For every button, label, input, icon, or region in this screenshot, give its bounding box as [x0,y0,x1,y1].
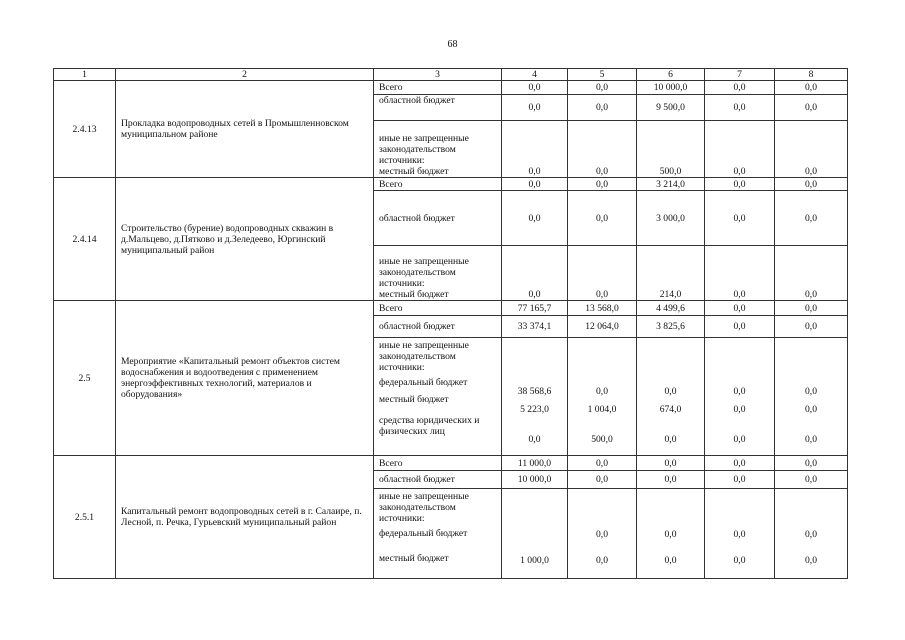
row-title: Прокладка водопроводных сетей в Промышленновском муниципальном районе [116,81,374,178]
value-local: 0,0 [664,554,677,566]
column-header: 4 [502,69,568,81]
value-local: 0,0 [805,554,817,566]
source-other: иные не запрещенные законодательством источники: [379,340,469,373]
value-cell: 0,0 [637,456,705,471]
value-federal [505,527,564,541]
row-title: Капитальный ремонт водопроводных сетей в г. Салаире, п. Лесной, п. Речка, Гурьевский муниципальный район [116,456,374,579]
source-label [374,338,502,456]
source-label: Всего [374,81,502,95]
source-other: иные не запрещенные законодательством источники: [379,256,469,289]
value-federal: 0,0 [664,385,677,397]
value-legal: 0,0 [528,433,541,445]
value-local: 0,0 [733,554,746,566]
value-cell: 0,0 [568,81,637,95]
value-cell: 3 000,0 [637,191,705,246]
header-row [54,69,848,81]
value-cell: 0,0 [705,316,775,338]
value-cell: 0,0 [705,191,775,246]
row-code: 2.5.1 [54,456,116,579]
value-cell: 0,0 [775,95,848,121]
value-cell [502,338,568,456]
source-label: областной бюджет [374,191,502,246]
table-row [54,81,848,95]
row-title: Строительство (бурение) водопроводных скважин в д.Мальцево, д.Пятково и д.Зеледеево, Юргинский муниципальный район [116,178,374,301]
source-other: иные не запрещенные законодательством источники: [379,133,469,166]
value-cell: 0,0 [775,316,848,338]
value-legal: 500,0 [591,433,613,445]
value-cell: 0,0 [568,456,637,471]
source-local: местный бюджет [379,553,449,564]
value-cell: 0,0 [568,178,637,191]
value-cell: 0,0 [568,191,637,246]
value-cell: 0,0 [568,471,637,489]
column-header: 6 [637,69,705,81]
value-cell: 0,0 [502,178,568,191]
value-local: 0,0 [805,403,817,415]
value-cell: 0,0 [775,191,848,246]
row-code: 2.5 [54,301,116,456]
value-local: 1 000,0 [520,554,549,566]
value-legal: 0,0 [664,433,677,445]
row-code: 2.4.13 [54,81,116,178]
value-cell: 0,0 [775,81,848,95]
value-cell: 0,0 [568,121,637,178]
value-cell: 0,0 [705,456,775,471]
value-cell: 0,0 [568,95,637,121]
page-number: 68 [447,39,458,50]
value-cell: 0,0 [775,456,848,471]
value-local: 5 223,0 [520,403,549,415]
value-cell: 77 165,7 [502,301,568,316]
column-header: 1 [54,69,116,81]
value-cell: 0,0 [502,121,568,178]
source-local: местный бюджет [379,289,449,300]
source-label: Всего [374,301,502,316]
value-cell [637,489,705,579]
value-cell: 0,0 [502,81,568,95]
value-legal: 0,0 [805,433,817,445]
value-local: 1 004,0 [587,403,617,415]
value-cell: 4 499,6 [637,301,705,316]
value-local: 0,0 [733,403,746,415]
table-row [54,301,848,316]
value-federal: 38 568,6 [517,385,552,397]
value-cell: 0,0 [705,81,775,95]
value-cell [637,338,705,456]
value-cell: 214,0 [637,246,705,301]
source-label [374,489,502,579]
value-cell [705,338,775,456]
value-cell: 0,0 [705,246,775,301]
value-cell [568,338,637,456]
value-local: 674,0 [659,403,682,415]
source-label [374,246,502,301]
value-federal: 0,0 [733,528,746,540]
value-cell: 10 000,0 [637,81,705,95]
source-local: местный бюджет [379,166,449,177]
source-label: Всего [374,456,502,471]
value-cell: 0,0 [775,246,848,301]
source-federal: федеральный бюджет [379,528,468,539]
value-cell: 0,0 [775,471,848,489]
budget-table [53,68,848,579]
source-label: областной бюджет [374,471,502,489]
value-cell: 0,0 [502,246,568,301]
value-cell: 0,0 [775,121,848,178]
value-cell: 3 825,6 [637,316,705,338]
value-cell: 0,0 [637,471,705,489]
value-cell [705,489,775,579]
value-cell [775,338,848,456]
value-cell: 0,0 [775,178,848,191]
value-cell: 0,0 [705,121,775,178]
table-row [54,456,848,471]
value-cell: 12 064,0 [568,316,637,338]
row-code: 2.4.14 [54,178,116,301]
value-cell: 9 500,0 [637,95,705,121]
source-legal: средства юридических и физических лиц [379,415,480,437]
value-federal: 0,0 [805,385,817,397]
value-federal: 0,0 [596,385,608,397]
value-legal: 0,0 [733,433,746,445]
value-local: 0,0 [596,554,608,566]
source-label [374,121,502,178]
value-cell [775,489,848,579]
value-cell: 0,0 [705,178,775,191]
value-cell: 0,0 [705,301,775,316]
value-federal: 0,0 [805,528,817,540]
value-cell: 10 000,0 [502,471,568,489]
column-header: 5 [568,69,637,81]
source-label: областной бюджет [374,316,502,338]
column-header: 7 [705,69,775,81]
value-cell [502,489,568,579]
source-federal: федеральный бюджет [379,377,468,388]
table-row [54,178,848,191]
value-cell: 11 000,0 [502,456,568,471]
column-header: 2 [116,69,374,81]
value-cell: 0,0 [502,191,568,246]
value-cell: 0,0 [775,301,848,316]
value-federal: 0,0 [664,528,677,540]
row-title: Мероприятие «Капитальный ремонт объектов систем водоснабжения и водоотведения с применением энергоэффективных технологий, материалов и оборудования» [116,301,374,456]
source-label: областной бюджет [374,95,502,121]
source-other: иные не запрещенные законодательством источники: [379,491,469,524]
source-label: Всего [374,178,502,191]
value-federal: 0,0 [733,385,746,397]
column-header: 3 [374,69,502,81]
value-cell: 0,0 [502,95,568,121]
value-cell: 13 568,0 [568,301,637,316]
value-federal: 0,0 [596,528,608,540]
value-cell: 0,0 [705,471,775,489]
source-local: местный бюджет [379,394,449,405]
value-cell: 500,0 [637,121,705,178]
value-cell [568,489,637,579]
value-cell: 33 374,1 [502,316,568,338]
value-cell: 3 214,0 [637,178,705,191]
value-cell: 0,0 [705,95,775,121]
column-header: 8 [775,69,848,81]
value-cell: 0,0 [568,246,637,301]
